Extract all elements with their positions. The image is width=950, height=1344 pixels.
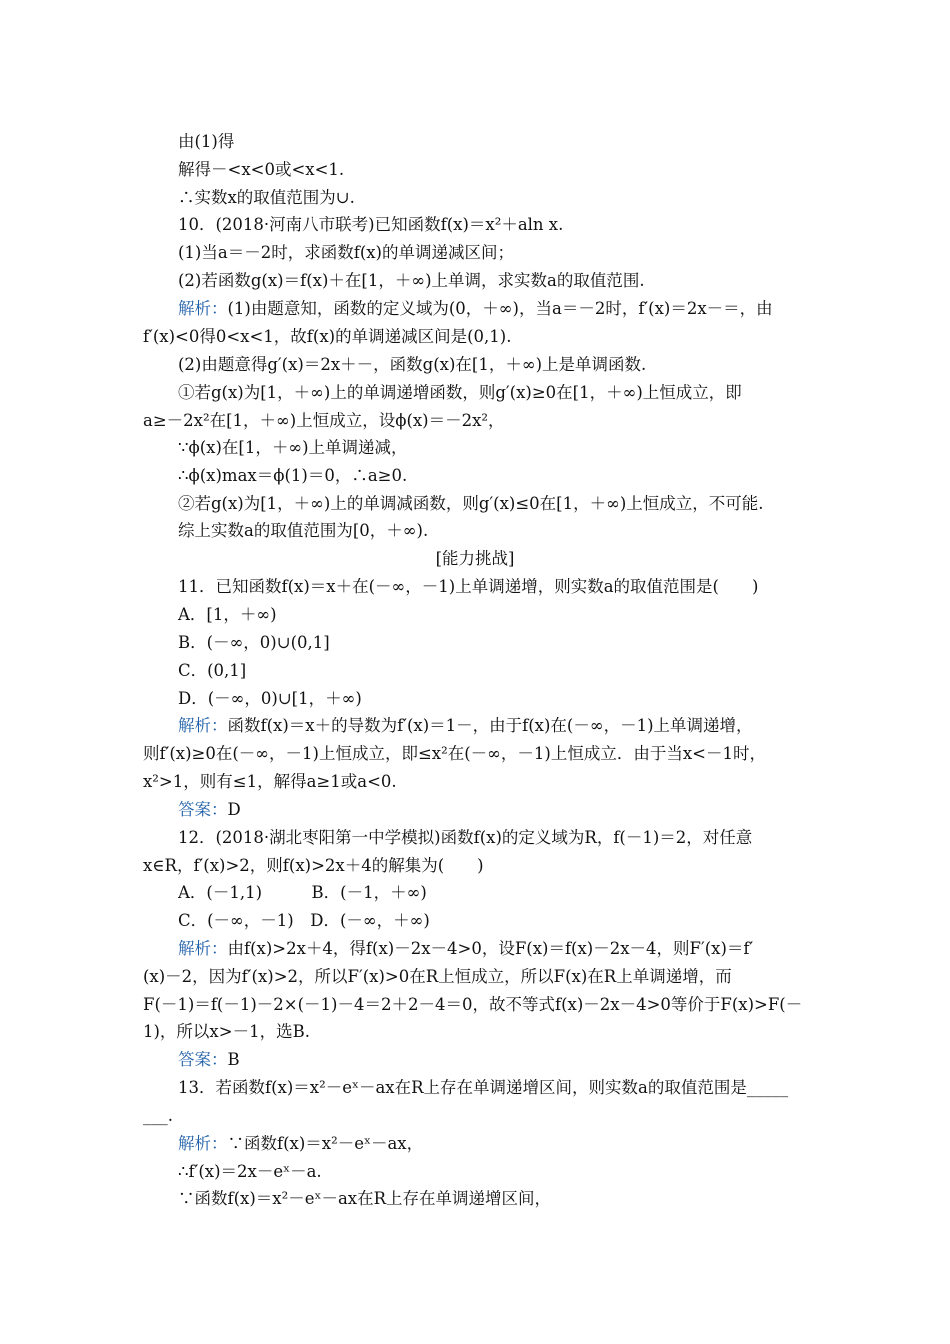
body-text: ①若g(x)为[1，＋∞)上的单调递增函数，则g′(x)≥0在[1，＋∞)上恒成立，即 [178,383,742,402]
body-text: D．(－∞，0)∪[1，＋∞) [178,689,362,708]
text-line [178,911,430,931]
text-line [178,521,428,541]
text-line [178,605,277,625]
body-text: 解得－<x<0或<x<1. [178,160,345,179]
label-text: 答案： [178,800,228,819]
text-line [178,132,234,152]
text-line [178,689,362,709]
body-text: 由(1)得 [178,132,235,151]
body-text: ②若g(x)为[1，＋∞)上的单调减函数，则g′(x)≤0在[1，＋∞)上恒成立，不可能. [178,494,764,513]
body-text: x∈R，f′(x)>2，则f(x)>2x＋4的解集为( ) [143,856,484,875]
body-text: 1)，所以x>－1，选B. [143,1022,310,1041]
body-text: ∵函数f(x)＝x²－eˣ－ax在R上存在单调递增区间， [178,1189,552,1208]
body-text: x²>1，则有≤1，解得a≥1或a<0. [143,772,397,791]
text-line [178,1078,788,1098]
body-text: 函数f(x)＝x＋的导数为f′(x)＝1－，由于f(x)在(－∞，－1)上单调递增， [227,716,753,735]
text-line [143,411,505,431]
body-text: C．(0,1] [178,661,247,680]
text-line [178,299,773,319]
text-line [178,355,646,375]
text-line [178,633,330,653]
text-line [178,188,355,208]
text-line [143,772,397,792]
text-line [178,828,752,848]
body-text: (1)由题意知，函数的定义域为(0，＋∞)，当a＝－2时，f′(x)＝2x－＝，由 [227,299,773,318]
body-text: A．(－1,1) B．(－1，＋∞) [178,883,427,902]
text-line [178,1189,551,1209]
text-line [178,160,344,180]
text-line [178,1134,423,1154]
text-line [178,215,563,235]
body-text: 10．(2018·河南八市联考)已知函数f(x)＝x²＋aln x. [178,215,564,234]
text-line [178,661,246,681]
body-text: B [227,1050,240,1069]
label-text: 解析： [178,939,228,958]
body-text: 13．若函数f(x)＝x²－eˣ－ax在R上存在单调递增区间，则实数a的取值范围是_____ [178,1078,789,1097]
text-line [143,1106,173,1126]
text-line [178,466,407,486]
text-line [178,1162,322,1182]
text-line [0,549,950,569]
label-text: 解析： [178,1134,228,1153]
body-text: 12．(2018·湖北枣阳第一中学模拟)函数f(x)的定义域为R，f(－1)＝2，对任意 [178,828,753,847]
body-text: (2)由题意得g′(x)＝2x＋－，函数g(x)在[1，＋∞)上是单调函数. [178,355,647,374]
text-line [178,271,645,291]
body-text: f′(x)<0得0<x<1，故f(x)的单调递减区间是(0,1). [143,327,512,346]
text-line [143,744,766,764]
body-text: 由f(x)>2x＋4，得f(x)－2x－4>0，设F(x)＝f(x)－2x－4，则F′(x)＝f′ [227,939,754,958]
body-text: ∴f′(x)＝2x－eˣ－a. [178,1162,322,1181]
body-text: 11．已知函数f(x)＝x＋在(－∞，－1)上单调递增，则实数a的取值范围是( ) [178,577,759,596]
body-text: D [227,800,241,819]
body-text: [能力挑战] [435,549,515,568]
label-text: 解析： [178,716,228,735]
text-line [143,967,732,987]
body-text: (x)－2，因为f′(x)>2，所以F′(x)>0在R上恒成立，所以F(x)在R上单调递增，而 [143,967,732,986]
label-text: 答案： [178,1050,228,1069]
text-line [178,243,514,263]
body-text: B．(－∞，0)∪(0,1] [178,633,330,652]
text-line [178,438,408,458]
text-line [143,327,511,347]
body-text: ∵ϕ(x)在[1，＋∞)上单调递减， [178,438,408,457]
text-line [178,494,764,514]
body-text: F(－1)＝f(－1)－2×(－1)－4＝2＋2－4＝0，故不等式f(x)－2x－4>0等价于F(x)>F(－ [143,995,803,1014]
body-text: 则f′(x)≥0在(－∞，－1)上恒成立，即≤x²在(－∞，－1)上恒成立．由于当x<－1时， [143,744,766,763]
text-line [178,716,753,736]
body-text: A．[1，＋∞) [178,605,277,624]
text-line [178,883,427,903]
text-line [143,856,484,876]
label-text: 解析： [178,299,228,318]
body-text: C．(－∞，－1) D．(－∞，＋∞) [178,911,430,930]
body-text: (2)若函数g(x)＝f(x)＋在[1，＋∞)上单调，求实数a的取值范围. [178,271,645,290]
body-text: (1)当a＝－2时，求函数f(x)的单调递减区间； [178,243,514,262]
text-line [143,995,802,1015]
text-line [178,939,753,959]
body-text: 综上实数a的取值范围为[0，＋∞). [178,521,429,540]
body-text: ∵函数f(x)＝x²－eˣ－ax， [227,1134,424,1153]
body-text: ___. [143,1106,173,1125]
text-line [178,383,742,403]
text-line [178,800,241,820]
text-line [178,1050,240,1070]
text-line [143,1022,310,1042]
text-line [178,577,758,597]
body-text: a≥－2x²在[1，＋∞)上恒成立，设ϕ(x)＝－2x²， [143,411,505,430]
body-text: ∴ϕ(x)max＝ϕ(1)＝0，∴a≥0. [178,466,408,485]
body-text: ∴实数x的取值范围为∪. [178,188,355,207]
